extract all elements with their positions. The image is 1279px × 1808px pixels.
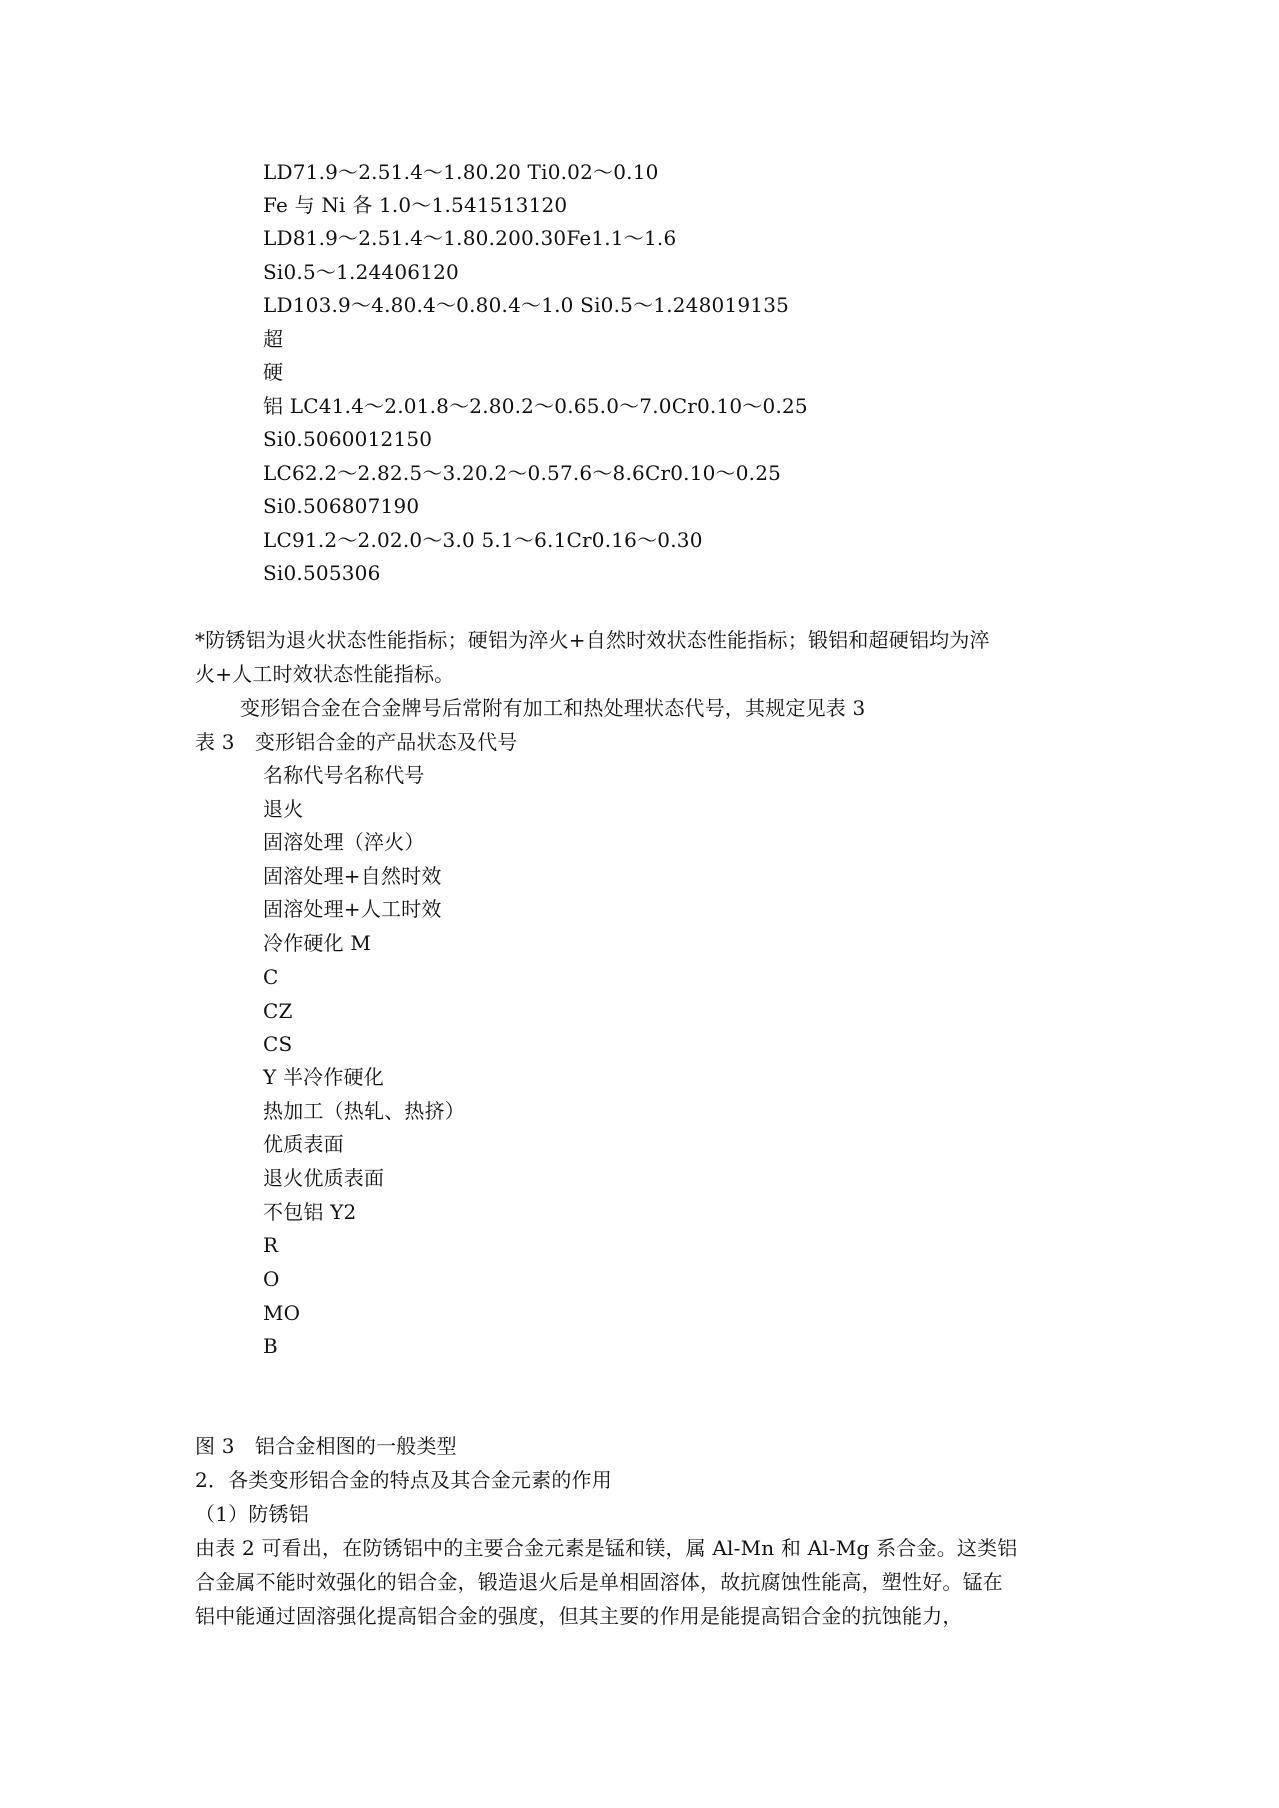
table3-row: 退火: [263, 797, 304, 821]
table3-row: C: [263, 965, 279, 989]
table3-row: 固溶处理+自然时效: [263, 864, 442, 888]
body-paragraph-line: 合金属不能时效强化的铝合金，锻造退火后是单相固溶体，故抗腐蚀性能高，塑性好。锰在: [195, 1570, 1003, 1594]
table3-row: 固溶处理（淬火）: [263, 830, 425, 854]
table2-row: Si0.506807190: [263, 494, 420, 518]
table2-row: Si0.5060012150: [263, 427, 433, 451]
table3-row: 冷作硬化 M: [263, 931, 372, 955]
table3-row: 不包铝 Y2: [263, 1200, 357, 1224]
figure3-caption: 图 3 铝合金相图的一般类型: [195, 1434, 457, 1458]
table3-row: 退火优质表面: [263, 1166, 385, 1190]
table3-caption: 表 3 变形铝合金的产品状态及代号: [195, 730, 518, 754]
table2-row: Si0.5～1.24406120: [263, 260, 459, 284]
table2-row: 硬: [263, 360, 284, 384]
table2-row: LC91.2～2.02.0～3.0 5.1～6.1Cr0.16～0.30: [263, 528, 703, 552]
table2-row: 超: [263, 327, 284, 351]
subsection-heading: （1）防锈铝: [195, 1502, 309, 1526]
table3-row: 名称代号名称代号: [263, 763, 425, 787]
table3-row: CZ: [263, 999, 293, 1023]
table2-row: LD103.9～4.80.4～0.80.4～1.0 Si0.5～1.248019135: [263, 293, 790, 317]
table3-row: 优质表面: [263, 1132, 344, 1156]
table3-row: 热加工（热轧、热挤）: [263, 1099, 465, 1123]
table2-row: LC62.2～2.82.5～3.20.2～0.57.6～8.6Cr0.10～0.25: [263, 461, 782, 485]
table3-row: MO: [263, 1301, 301, 1325]
table3-row: CS: [263, 1032, 293, 1056]
table2-row: Si0.505306: [263, 561, 381, 585]
body-paragraph-line: 由表 2 可看出，在防锈铝中的主要合金元素是锰和镁，属 Al-Mn 和 Al-Mg 系合金。这类铝: [195, 1536, 1018, 1560]
table3-row: B: [263, 1334, 278, 1358]
table2-row: 铝 LC41.4～2.01.8～2.80.2～0.65.0～7.0Cr0.10～0.25: [263, 394, 808, 418]
body-paragraph-line: 铝中能通过固溶强化提高铝合金的强度，但其主要的作用是能提高铝合金的抗蚀能力，: [195, 1604, 963, 1628]
table3-row: 固溶处理+人工时效: [263, 897, 442, 921]
table2-row: LD81.9～2.51.4～1.80.200.30Fe1.1～1.6: [263, 226, 677, 250]
footnote-line: *防锈铝为退火状态性能指标；硬铝为淬火+自然时效状态性能指标；锻铝和超硬铝均为淬: [195, 628, 990, 652]
table3-row: Y 半冷作硬化: [263, 1065, 384, 1089]
footnote-line: 火+人工时效状态性能指标。: [195, 662, 455, 686]
table2-row: Fe 与 Ni 各 1.0～1.541513120: [263, 193, 568, 217]
section-heading: 2．各类变形铝合金的特点及其合金元素的作用: [195, 1468, 612, 1492]
intro-sentence: 变形铝合金在合金牌号后常附有加工和热处理状态代号，其规定见表 3: [240, 696, 866, 720]
table2-row: LD71.9～2.51.4～1.80.20 Ti0.02～0.10: [263, 160, 659, 184]
table3-row: R: [263, 1233, 279, 1257]
table3-row: O: [263, 1267, 280, 1291]
